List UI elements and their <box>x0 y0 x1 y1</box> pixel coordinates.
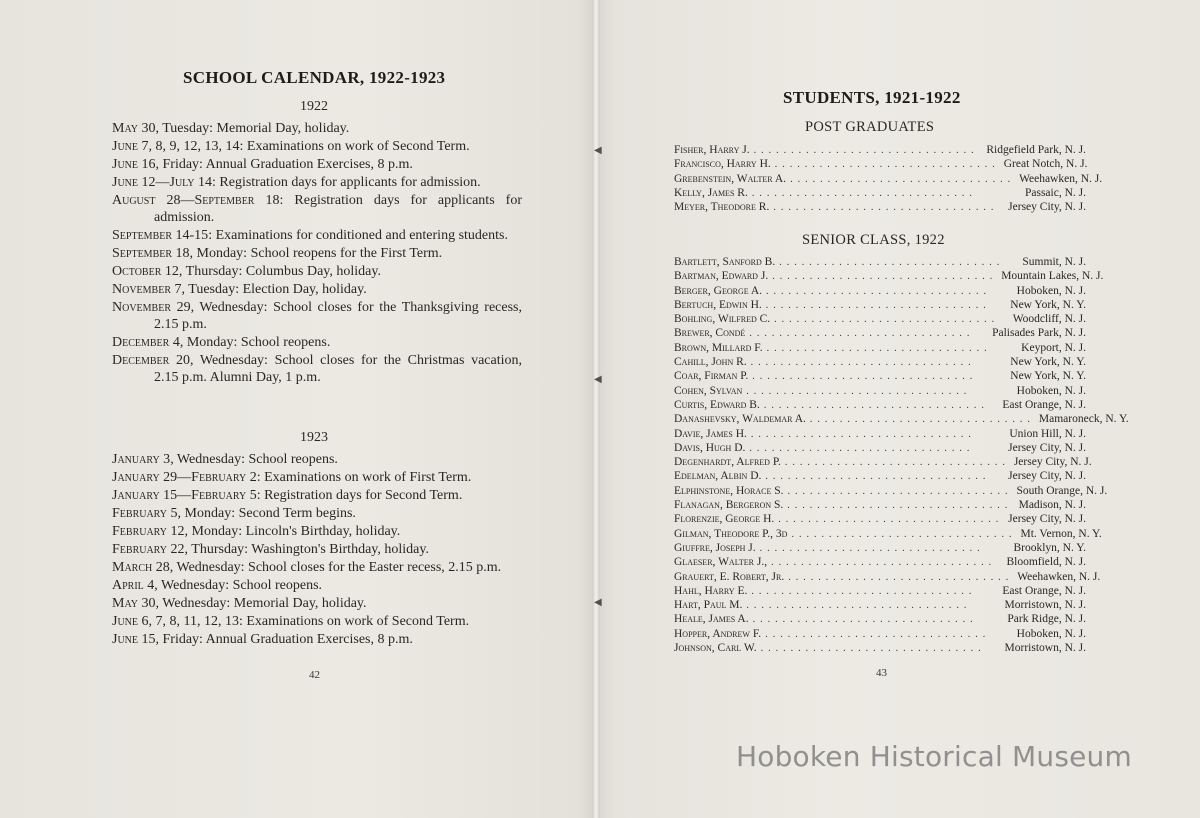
calendar-entry <box>112 469 522 486</box>
leader-dots: .............................. <box>753 145 979 156</box>
leader-dots: .............................. <box>749 328 975 340</box>
student-row <box>674 312 1086 326</box>
calendar-entry <box>112 451 522 468</box>
calendar-entry <box>112 174 522 191</box>
leader-dots: .............................. <box>774 159 1000 171</box>
student-hometown: New York, N. Y. <box>1010 370 1086 383</box>
calendar-entry <box>112 227 522 244</box>
student-hometown: Mt. Vernon, N. Y. <box>1020 527 1102 540</box>
calendar-entry-date: January 15—February 5 <box>112 488 257 503</box>
calendar-entry-text: , Wednesday: School reopens. <box>154 578 323 593</box>
calendar-entry-date: February 22 <box>112 542 185 557</box>
student-hometown: Great Notch, N. J. <box>1003 158 1088 171</box>
calendar-entry-text: , Thursday: Washington's Birthday, holiday. <box>184 542 429 557</box>
calendar-entry <box>112 487 522 504</box>
calendar-entry <box>112 559 522 576</box>
student-name: Cohen, Sylvan <box>674 384 743 397</box>
calendar-entry-date: June 7, 8, 9, 12, 13, 14 <box>112 139 240 154</box>
calendar-entry-text: , Friday: Annual Graduation Exercises, 8 p.m. <box>155 157 413 172</box>
leader-dots: .............................. <box>763 399 989 411</box>
calendar-entry-date: November 29 <box>112 300 191 315</box>
calendar-entry <box>112 631 522 648</box>
section-heading-post-graduates: POST GRADUATES <box>805 119 935 135</box>
student-hometown: Bloomfield, N. J. <box>1006 556 1086 569</box>
student-name: Hart, Paul M. <box>674 599 743 612</box>
calendar-entry-text: , Friday: Annual Graduation Exercises, 8 p.m. <box>155 632 413 647</box>
calendar-entry-date: August 28—September 18 <box>112 193 280 208</box>
student-hometown: Jersey City, N. J. <box>1008 201 1086 214</box>
calendar-entry-date: June 12—July 14 <box>112 175 212 190</box>
student-row <box>674 269 1104 283</box>
leader-dots: .............................. <box>750 428 976 440</box>
calendar-entry <box>112 299 522 333</box>
calendar-entry <box>112 281 522 298</box>
calendar-entry <box>112 138 522 155</box>
calendar-entry-text: , Wednesday: School closes for the Christmas vacation, 2.15 p.m. Alumni Day, 1 p.m. <box>154 353 522 385</box>
student-row <box>674 200 1086 214</box>
student-row <box>674 641 1086 655</box>
calendar-entry-text: , Wednesday: Memorial Day, holiday. <box>155 596 367 611</box>
student-row <box>674 541 1086 555</box>
student-name: Davie, James H. <box>674 427 747 440</box>
leader-dots: .............................. <box>746 600 972 612</box>
calendar-entry <box>112 245 522 262</box>
calendar-entry-date: February 12 <box>112 524 185 539</box>
leader-dots: .............................. <box>749 442 975 454</box>
calendar-entry-date: October 12 <box>112 264 179 279</box>
student-hometown: Mountain Lakes, N. J. <box>1001 270 1104 283</box>
calendar-entry-date: April 4 <box>112 578 155 593</box>
leader-dots: .............................. <box>791 528 1017 540</box>
leader-dots: .............................. <box>760 643 986 655</box>
calendar-entry <box>112 613 522 630</box>
leader-dots: .............................. <box>772 271 998 283</box>
calendar-entry-date: September 18 <box>112 246 190 261</box>
leader-dots: .............................. <box>751 585 977 597</box>
student-name: Coar, Firman P. <box>674 370 749 383</box>
calendar-entry-date: February 5 <box>112 506 178 521</box>
calendar-entry-date: January 29—February 2 <box>112 470 257 485</box>
student-name: Hopper, Andrew F. <box>674 627 762 640</box>
year-heading: 1922 <box>300 99 328 114</box>
student-hometown: South Orange, N. J. <box>1016 484 1108 497</box>
leader-dots: .............................. <box>765 299 991 311</box>
student-hometown: Jersey City, N. J. <box>1013 456 1092 469</box>
calendar-list-1923 <box>112 451 522 649</box>
calendar-entry-text: , Monday: School reopens. <box>179 335 331 350</box>
calendar-entry-text: : Registration days for Second Term. <box>256 488 463 503</box>
senior-class-list <box>674 255 1129 655</box>
student-row <box>674 255 1086 269</box>
calendar-entry <box>112 352 522 386</box>
leader-dots: .............................. <box>784 457 1010 469</box>
student-hometown: Keyport, N. J. <box>1021 341 1086 354</box>
year-heading: 1923 <box>300 430 328 445</box>
student-hometown: Summit, N. J. <box>1022 256 1086 268</box>
student-hometown: Union Hill, N. J. <box>1009 427 1086 440</box>
section-heading-senior-class: SENIOR CLASS, 1922 <box>802 232 945 248</box>
student-row <box>674 369 1086 383</box>
calendar-title: SCHOOL CALENDAR, 1922-1923 <box>183 68 446 87</box>
student-row <box>674 527 1102 541</box>
students-title: STUDENTS, 1921-1922 <box>783 88 961 107</box>
student-hometown: Park Ridge, N. J. <box>1007 613 1086 626</box>
post-graduates-list <box>674 143 1103 214</box>
page-number: 43 <box>876 667 887 679</box>
calendar-entry-text: , Monday: Lincoln's Birthday, holiday. <box>184 524 401 539</box>
student-row <box>674 441 1086 455</box>
leader-dots: .............................. <box>752 371 978 383</box>
student-name: Meyer, Theodore R. <box>674 201 770 214</box>
calendar-entry <box>112 505 522 522</box>
calendar-entry-date: June 16 <box>112 157 156 172</box>
leader-dots: .............................. <box>788 571 1014 583</box>
calendar-entry-date: June 15 <box>112 632 156 647</box>
calendar-entry-text: , Wednesday: School closes for the Easter recess, 2.15 p.m. <box>169 560 502 575</box>
student-name: Berger, George A. <box>674 284 763 297</box>
leader-dots: .............................. <box>773 202 999 214</box>
student-row <box>674 484 1108 498</box>
student-row <box>674 326 1086 340</box>
student-row <box>674 412 1129 426</box>
calendar-entry <box>112 192 522 226</box>
student-hometown: Hoboken, N. J. <box>1016 627 1086 640</box>
student-name: Florenzie, George H. <box>674 513 775 526</box>
student-name: Danashevsky, Waldemar A. <box>674 413 806 426</box>
calendar-entry-date: June 6, 7, 8, 11, 12, 13 <box>112 614 239 629</box>
student-hometown: Hoboken, N. J. <box>1016 284 1086 297</box>
student-hometown: East Orange, N. J. <box>1002 584 1086 597</box>
calendar-entry <box>112 120 522 137</box>
student-hometown: Jersey City, N. J. <box>1008 470 1086 483</box>
calendar-entry-text: , Wednesday: School reopens. <box>170 452 338 467</box>
student-hometown: New York, N. Y. <box>1010 298 1086 311</box>
student-name: Cahill, John R. <box>674 356 747 369</box>
student-row <box>674 157 1086 171</box>
calendar-entry <box>112 595 522 612</box>
museum-watermark: Hoboken Historical Museum <box>736 740 1132 773</box>
student-name: Grebenstein, Walter A. <box>674 172 787 185</box>
student-row <box>674 398 1086 412</box>
student-hometown: Morristown, N. J. <box>1004 642 1086 655</box>
student-name: Kelly, James R. <box>674 186 748 199</box>
student-name: Davis, Hugh D. <box>674 441 746 454</box>
student-row <box>674 172 1103 186</box>
leader-dots: .............................. <box>759 542 985 554</box>
student-name: Gilman, Theodore P., 3d <box>674 527 788 540</box>
student-hometown: Mamaroneck, N. Y. <box>1038 413 1129 426</box>
student-hometown: Brooklyn, N. Y. <box>1013 541 1086 554</box>
student-name: Heale, James A. <box>674 613 749 626</box>
calendar-entry-text: : Registration days for applicants for admission. <box>212 175 481 190</box>
student-hometown: East Orange, N. J. <box>1002 398 1086 411</box>
student-hometown: Jersey City, N. J. <box>1008 513 1086 526</box>
student-row <box>674 598 1086 612</box>
student-hometown: Woodcliff, N. J. <box>1012 313 1086 326</box>
student-name: Giuffre, Joseph J. <box>674 541 756 554</box>
calendar-entry-date: December 4 <box>112 335 180 350</box>
student-row <box>674 584 1086 598</box>
student-name: Bohling, Wilfred C. <box>674 313 771 326</box>
student-row <box>674 143 1086 157</box>
student-hometown: Madison, N. J. <box>1018 499 1086 512</box>
calendar-entry-text: : Examinations on work of Second Term. <box>238 614 470 629</box>
student-row <box>674 298 1086 312</box>
student-row <box>674 570 1101 584</box>
student-hometown: Morristown, N. J. <box>1004 599 1086 612</box>
calendar-entry-date: May 30 <box>112 121 156 136</box>
calendar-entry-date: November 7 <box>112 282 182 297</box>
student-hometown: New York, N. Y. <box>1010 356 1086 369</box>
student-row <box>674 186 1086 200</box>
student-name: Johnson, Carl W. <box>674 642 757 655</box>
calendar-entry-date: September 14-15 <box>112 228 209 243</box>
student-row <box>674 341 1086 355</box>
calendar-entry-text: : Examinations on work of First Term. <box>256 470 472 485</box>
calendar-entry <box>112 156 522 173</box>
student-hometown: Hoboken, N. J. <box>1016 384 1086 397</box>
student-name: Bertuch, Edwin H. <box>674 298 762 311</box>
leader-dots: .............................. <box>787 485 1013 497</box>
student-row <box>674 284 1086 298</box>
leader-dots: .............................. <box>787 500 1013 512</box>
student-row <box>674 455 1092 469</box>
student-hometown: Jersey City, N. J. <box>1008 441 1086 454</box>
student-row <box>674 469 1086 483</box>
student-hometown: Weehawken, N. J. <box>1019 172 1103 185</box>
book-gutter <box>592 0 600 818</box>
page-number: 42 <box>309 669 320 681</box>
student-name: Curtis, Edward B. <box>674 398 760 411</box>
leader-dots: .............................. <box>752 614 978 626</box>
student-name: Brewer, Condé <box>674 327 746 340</box>
calendar-entry-text: : Examinations on work of Second Term. <box>239 139 470 154</box>
calendar-entry-date: March 28 <box>112 560 170 575</box>
student-row <box>674 555 1086 569</box>
calendar-entry-date: December 20 <box>112 353 190 368</box>
student-row <box>674 612 1086 626</box>
leader-dots: .............................. <box>751 187 977 199</box>
leader-dots: .............................. <box>750 357 976 369</box>
student-name: Bartlett, Sanford B. <box>674 256 776 268</box>
student-name: Fisher, Harry J. <box>674 144 750 156</box>
calendar-entry-text: , Thursday: Columbus Day, holiday. <box>178 264 381 279</box>
leader-dots: .............................. <box>790 173 1016 185</box>
leader-dots: .............................. <box>746 385 972 397</box>
calendar-entry <box>112 263 522 280</box>
calendar-list-1922 <box>112 120 522 387</box>
calendar-entry-text: , Monday: School reopens for the First Term. <box>189 246 443 261</box>
calendar-entry-text: , Monday: Second Term begins. <box>177 506 356 521</box>
leader-dots: .............................. <box>771 557 997 569</box>
student-name: Glaeser, Walter J., <box>674 556 768 569</box>
leader-dots: .............................. <box>765 628 991 640</box>
student-row <box>674 355 1086 369</box>
student-hometown: Weehawken, N. J. <box>1017 570 1101 583</box>
calendar-entry-text: , Tuesday: Memorial Day, holiday. <box>155 121 350 136</box>
leader-dots: .............................. <box>774 314 1000 326</box>
student-name: Edelman, Albin D. <box>674 470 762 483</box>
student-row <box>674 627 1086 641</box>
calendar-entry <box>112 334 522 351</box>
student-name: Flanagan, Bergeron S. <box>674 499 784 512</box>
leader-dots: .............................. <box>766 342 992 354</box>
student-name: Degenhardt, Alfred P. <box>674 456 781 469</box>
calendar-entry-text: : Examinations for conditioned and entering students. <box>208 228 508 243</box>
student-hometown: Ridgefield Park, N. J. <box>986 144 1086 156</box>
student-hometown: Palisades Park, N. J. <box>992 327 1086 340</box>
student-name: Hahl, Harry E. <box>674 584 748 597</box>
calendar-entry-text: , Tuesday: Election Day, holiday. <box>181 282 367 297</box>
calendar-entry-date: January 3 <box>112 452 171 467</box>
calendar-entry-text: : Registration days for applicants for admission. <box>154 193 522 225</box>
student-name: Elphinstone, Horace S. <box>674 484 784 497</box>
student-name: Brown, Millard F. <box>674 341 763 354</box>
staple-mark: ◀ <box>594 145 602 156</box>
student-row <box>674 498 1086 512</box>
student-name: Francisco, Harry H. <box>674 158 771 171</box>
student-row <box>674 427 1086 441</box>
leader-dots: .............................. <box>766 285 992 297</box>
student-hometown: Passaic, N. J. <box>1024 186 1086 199</box>
staple-mark: ◀ <box>594 597 602 608</box>
calendar-entry <box>112 541 522 558</box>
student-name: Bartman, Edward J. <box>674 270 769 283</box>
student-row <box>674 384 1086 398</box>
staple-mark: ◀ <box>594 374 602 385</box>
calendar-entry-text: , Wednesday: School closes for the Thanksgiving recess, 2.15 p.m. <box>154 300 522 332</box>
student-row <box>674 512 1086 526</box>
calendar-entry <box>112 577 522 594</box>
leader-dots: .............................. <box>779 257 1005 268</box>
student-name: Grauert, E. Robert, Jr. <box>674 570 785 583</box>
calendar-entry <box>112 523 522 540</box>
leader-dots: .............................. <box>765 471 991 483</box>
calendar-entry-date: May 30 <box>112 596 156 611</box>
leader-dots: .............................. <box>778 514 1004 526</box>
leader-dots: .............................. <box>809 414 1035 426</box>
